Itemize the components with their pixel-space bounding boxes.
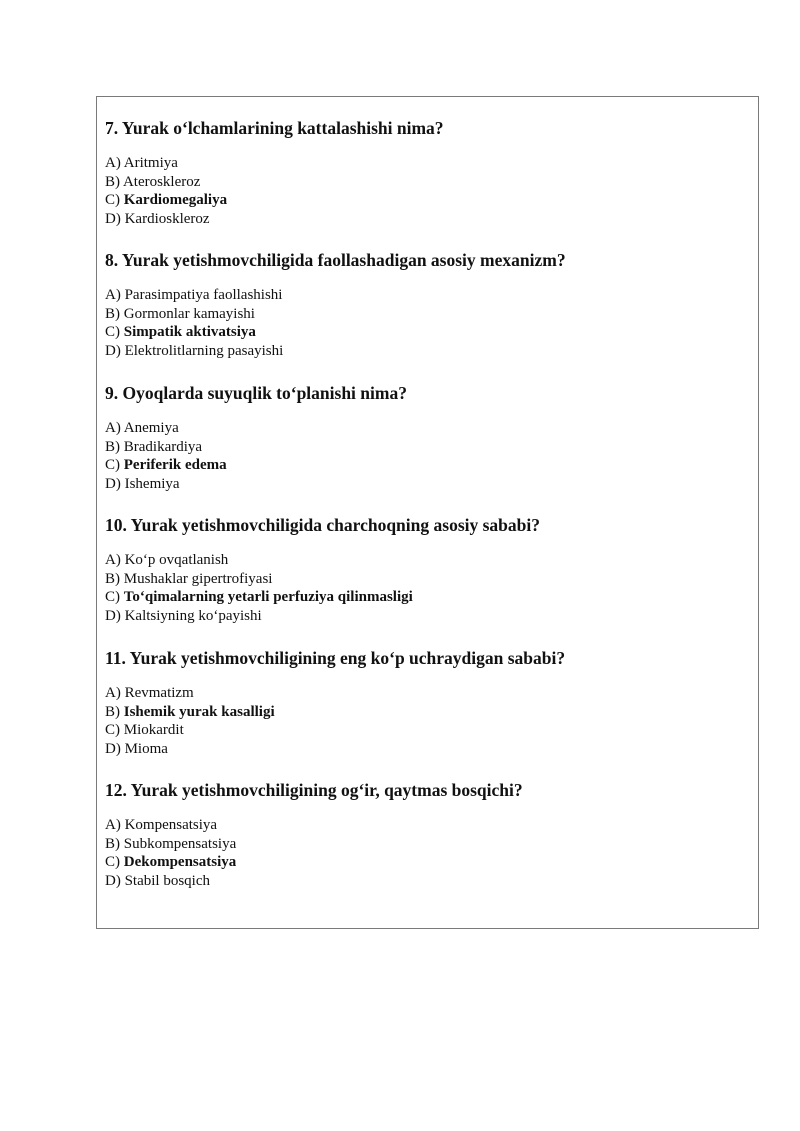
- answer-option-correct: C) Periferik edema: [105, 457, 227, 474]
- answer-option: B) Subkompensatsiya: [105, 835, 237, 852]
- answer-option: B) Bradikardiya: [105, 438, 203, 455]
- answer-list: [105, 816, 745, 891]
- answer-option: B) Ateroskleroz: [105, 173, 201, 190]
- answer-option: D) Ishemiya: [105, 476, 180, 493]
- answer-option: C) Miokardit: [105, 722, 184, 739]
- answer-list: [105, 551, 745, 626]
- answer-option: A) Aritmiya: [105, 155, 178, 171]
- question-block: [105, 514, 745, 626]
- answer-option: A) Anemiya: [105, 420, 179, 436]
- question-title: 7. Yurak o‘lchamlarining kattalashishi nima?: [105, 118, 444, 138]
- answer-option: D) Mioma: [105, 741, 168, 758]
- question-block: [105, 249, 745, 361]
- question-block: [105, 382, 745, 494]
- answer-option: D) Stabil bosqich: [105, 873, 210, 890]
- question-block: [105, 117, 745, 229]
- answer-option: B) Mushaklar gipertrofiyasi: [105, 570, 273, 587]
- answer-option: A) Kompensatsiya: [105, 817, 218, 833]
- question-block: [105, 779, 745, 891]
- answer-option-correct: C) To‘qimalarning yetarli perfuziya qilinmasligi: [105, 589, 413, 606]
- question-title: 8. Yurak yetishmovchiligida faollashadigan asosiy mexanizm?: [105, 250, 566, 270]
- answer-option: D) Elektrolitlarning pasayishi: [105, 343, 284, 360]
- answer-option: D) Kaltsiyning ko‘payishi: [105, 608, 262, 625]
- answer-option-correct: C) Simpatik aktivatsiya: [105, 324, 256, 341]
- question-title: 9. Oyoqlarda suyuqlik to‘planishi nima?: [105, 383, 407, 403]
- answer-list: [105, 154, 745, 229]
- answer-option: D) Kardioskleroz: [105, 211, 210, 228]
- answer-list: [105, 684, 745, 759]
- question-title: 12. Yurak yetishmovchiligining og‘ir, qaytmas bosqichi?: [105, 780, 523, 800]
- answer-option-correct: C) Kardiomegaliya: [105, 192, 228, 209]
- answer-option: A) Ko‘p ovqatlanish: [105, 552, 229, 568]
- answer-option: A) Revmatizm: [105, 685, 194, 701]
- answer-option-correct: B) Ishemik yurak kasalligi: [105, 703, 275, 720]
- answer-list: [105, 286, 745, 361]
- answer-option: A) Parasimpatiya faollashishi: [105, 287, 283, 303]
- answer-list: [105, 419, 745, 494]
- question-title: 10. Yurak yetishmovchiligida charchoqning asosiy sababi?: [105, 515, 541, 535]
- question-block: [105, 647, 745, 759]
- question-title: 11. Yurak yetishmovchiligining eng ko‘p uchraydigan sababi?: [105, 648, 566, 668]
- answer-option-correct: C) Dekompensatsiya: [105, 854, 237, 871]
- answer-option: B) Gormonlar kamayishi: [105, 305, 255, 322]
